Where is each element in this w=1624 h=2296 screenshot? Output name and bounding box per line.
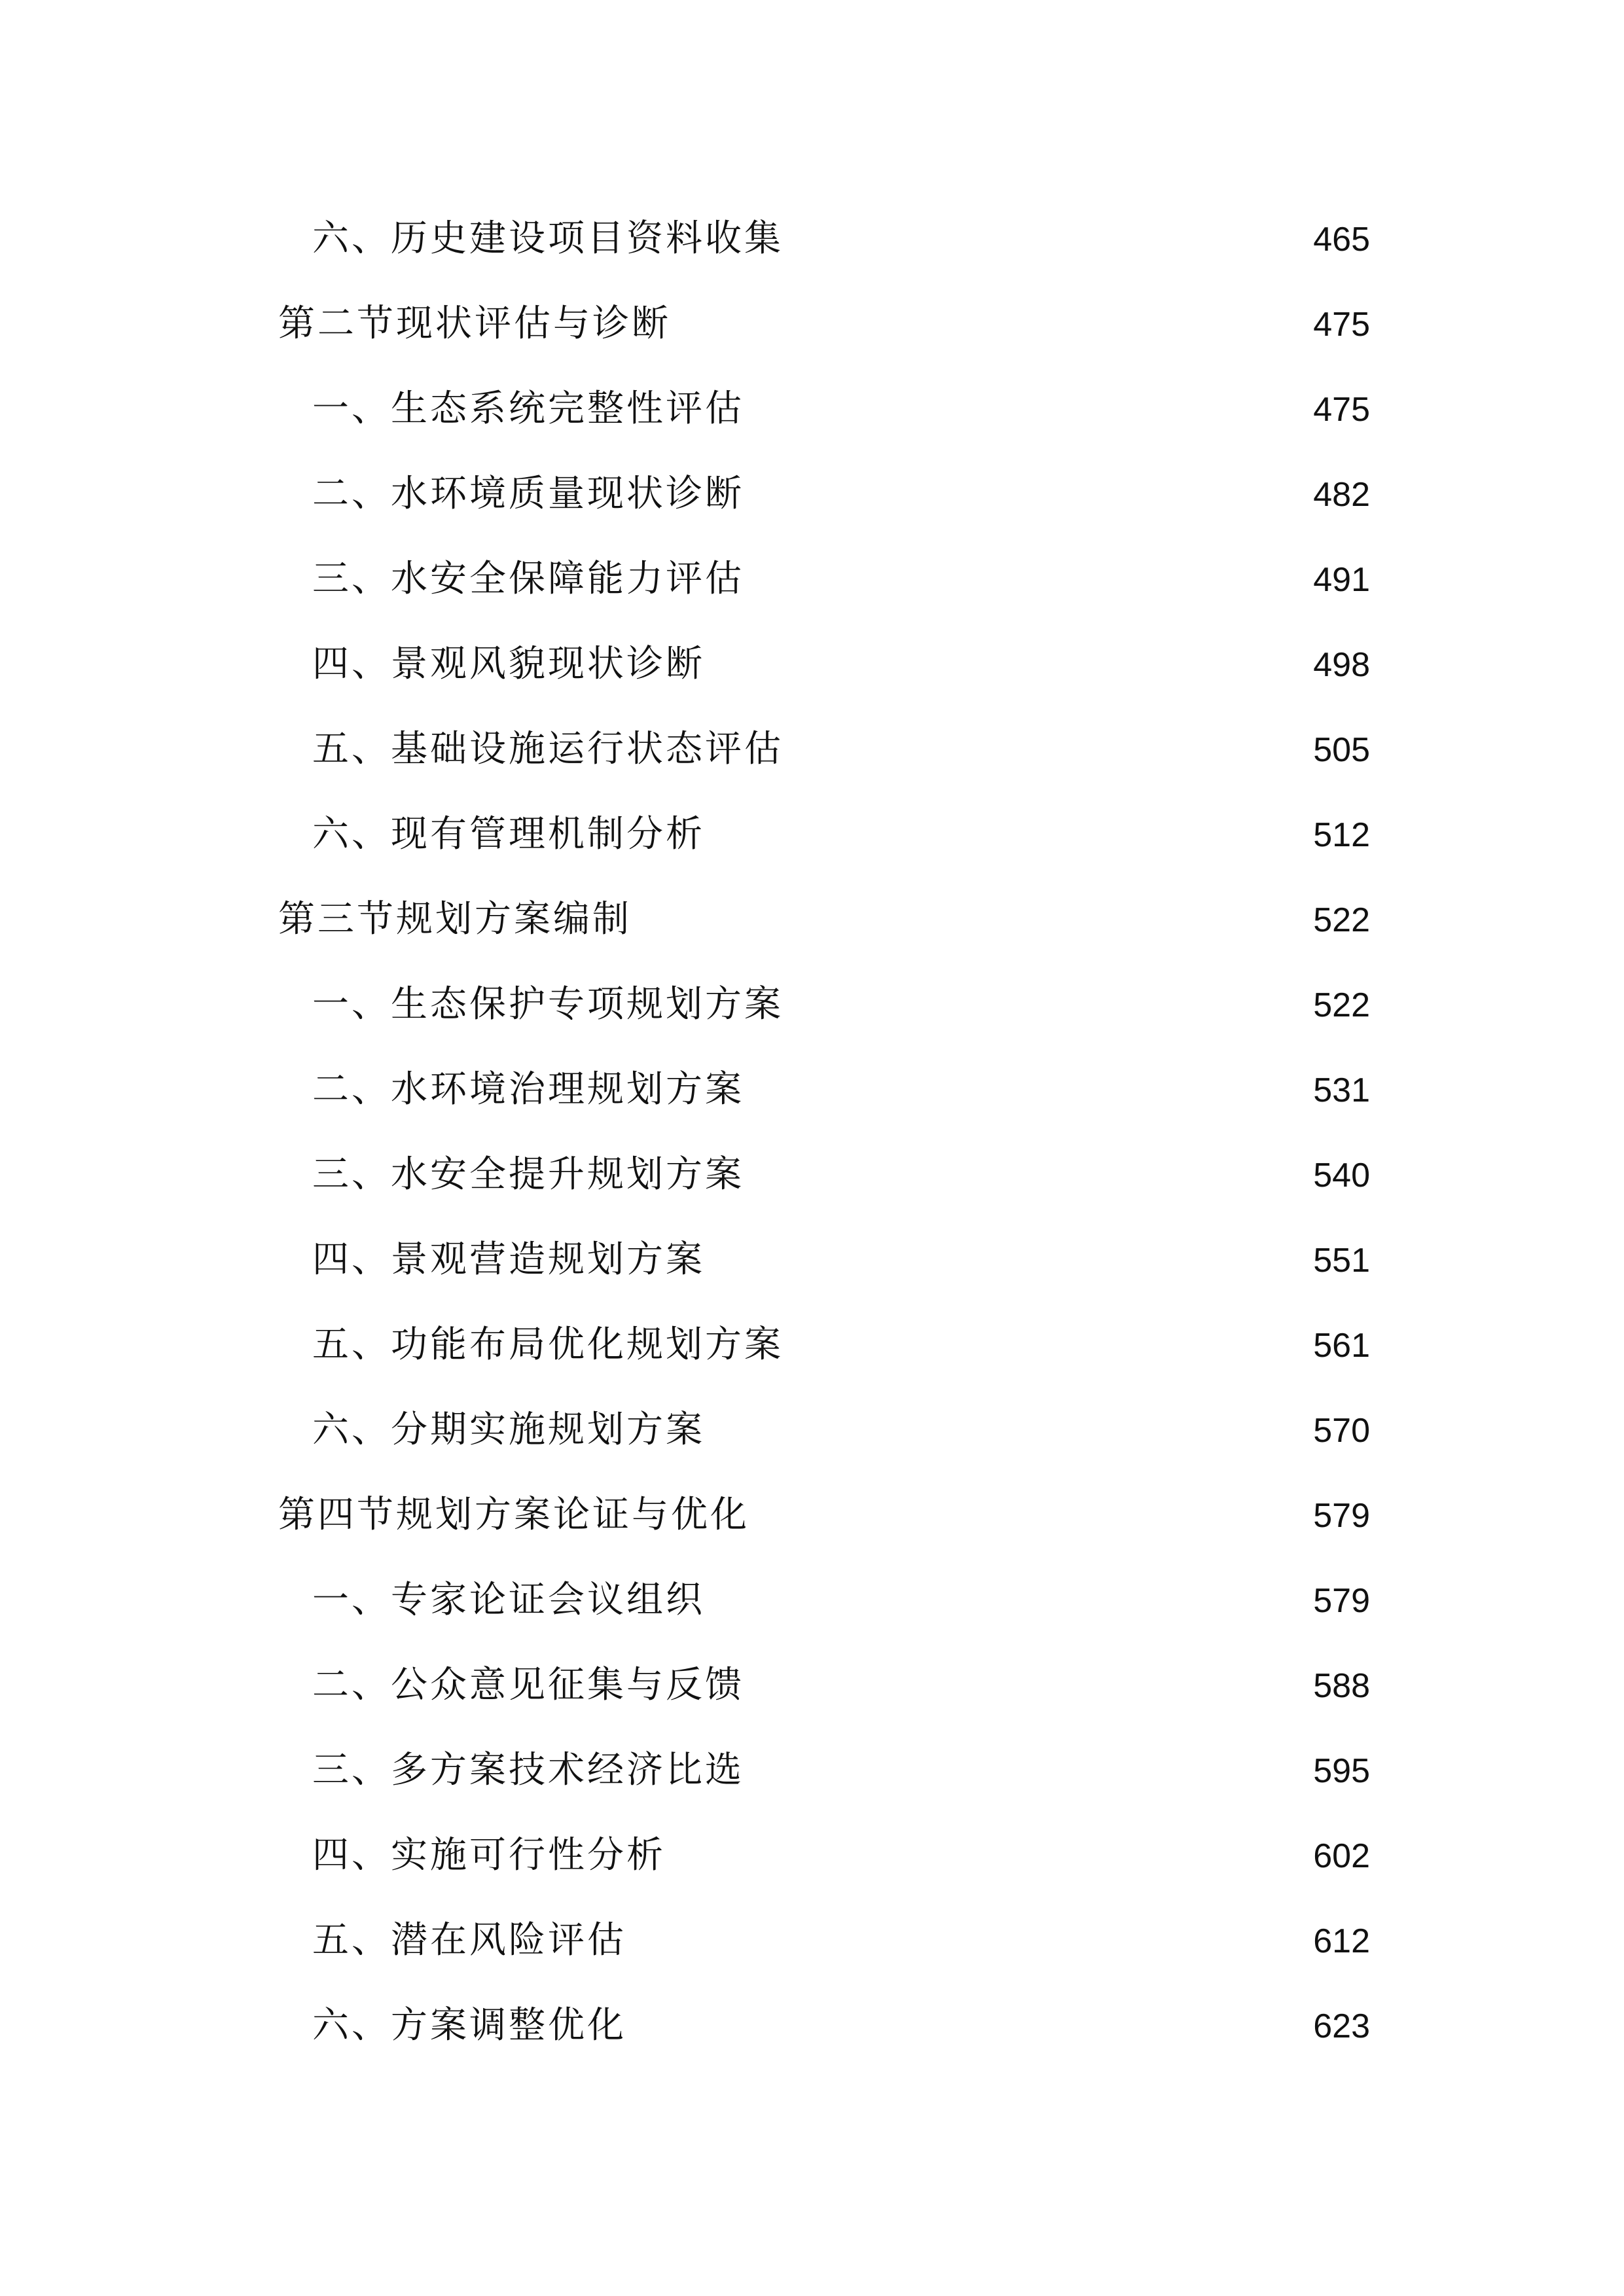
toc-entry-title: 四、实施可行性分析 bbox=[312, 1834, 666, 1876]
toc-entry[interactable] bbox=[278, 288, 1370, 373]
toc-entry[interactable] bbox=[278, 1054, 1370, 1139]
toc-entry-page: 465 bbox=[1313, 221, 1370, 259]
toc-entry-page: 498 bbox=[1313, 646, 1370, 684]
toc-entry[interactable] bbox=[278, 1820, 1370, 1905]
toc-entry-title: 六、分期实施规划方案 bbox=[312, 1408, 705, 1451]
toc-entry[interactable] bbox=[278, 1479, 1370, 1564]
toc-entry[interactable] bbox=[278, 458, 1370, 543]
toc-entry-page: 551 bbox=[1313, 1242, 1370, 1280]
toc-entry-title: 五、潜在风险评估 bbox=[312, 1919, 626, 1962]
toc-entry[interactable] bbox=[278, 1394, 1370, 1479]
toc-entry-page: 623 bbox=[1313, 2007, 1370, 2045]
toc-dot-leader bbox=[712, 821, 1303, 860]
toc-entry-page: 512 bbox=[1313, 816, 1370, 854]
toc-dot-leader bbox=[712, 1246, 1303, 1285]
toc-dot-leader bbox=[751, 1672, 1303, 1711]
toc-dot-leader bbox=[712, 1416, 1303, 1456]
toc-entry[interactable] bbox=[278, 884, 1370, 969]
toc-entry-title: 第四节规划方案论证与优化 bbox=[278, 1494, 749, 1536]
toc-entry-title: 六、现有管理机制分析 bbox=[312, 813, 705, 855]
toc-entry-page: 579 bbox=[1313, 1582, 1370, 1620]
toc-entry-title: 二、水环境质量现状诊断 bbox=[312, 473, 744, 515]
toc-dot-leader bbox=[751, 1757, 1303, 1796]
toc-entry[interactable] bbox=[278, 1990, 1370, 2075]
toc-dot-leader bbox=[677, 310, 1303, 350]
toc-entry-page: 570 bbox=[1313, 1412, 1370, 1450]
toc-entry-title: 一、生态保护专项规划方案 bbox=[312, 983, 784, 1026]
toc-dot-leader bbox=[633, 1927, 1303, 1966]
toc-entry-page: 579 bbox=[1313, 1497, 1370, 1535]
toc-entry[interactable] bbox=[278, 713, 1370, 798]
toc-entry-page: 540 bbox=[1313, 1157, 1370, 1194]
toc-entry-page: 522 bbox=[1313, 901, 1370, 939]
toc-dot-leader bbox=[790, 736, 1303, 775]
toc-entry-page: 602 bbox=[1313, 1837, 1370, 1875]
toc-entry-title: 三、水安全提升规划方案 bbox=[312, 1153, 744, 1196]
toc-entry-title: 六、历史建设项目资料收集 bbox=[312, 217, 784, 260]
toc-entry-page: 612 bbox=[1313, 1922, 1370, 1960]
toc-entry[interactable] bbox=[278, 543, 1370, 628]
toc-entry-title: 第二节现状评估与诊断 bbox=[278, 302, 671, 345]
toc-entry-page: 475 bbox=[1313, 306, 1370, 344]
toc-entry[interactable] bbox=[278, 628, 1370, 713]
toc-entry-page: 561 bbox=[1313, 1327, 1370, 1365]
toc-entry-title: 二、公众意见征集与反馈 bbox=[312, 1664, 744, 1706]
table-of-contents bbox=[278, 203, 1370, 2075]
toc-dot-leader bbox=[756, 1501, 1303, 1541]
toc-entry[interactable] bbox=[278, 1309, 1370, 1394]
toc-entry[interactable] bbox=[278, 969, 1370, 1054]
toc-entry-page: 491 bbox=[1313, 561, 1370, 599]
toc-entry-title: 一、专家论证会议组织 bbox=[312, 1579, 705, 1621]
toc-entry-page: 531 bbox=[1313, 1071, 1370, 1109]
toc-dot-leader bbox=[633, 2012, 1303, 2051]
toc-entry-title: 六、方案调整优化 bbox=[312, 2004, 626, 2047]
toc-dot-leader bbox=[790, 225, 1303, 264]
toc-dot-leader bbox=[751, 480, 1303, 520]
toc-dot-leader bbox=[751, 1161, 1303, 1200]
toc-entry-title: 第三节规划方案编制 bbox=[278, 898, 632, 941]
toc-dot-leader bbox=[751, 395, 1303, 435]
toc-entry-title: 四、景观营造规划方案 bbox=[312, 1238, 705, 1281]
toc-entry-page: 522 bbox=[1313, 986, 1370, 1024]
toc-entry[interactable] bbox=[278, 373, 1370, 458]
toc-entry[interactable] bbox=[278, 1564, 1370, 1649]
toc-entry-title: 三、多方案技术经济比选 bbox=[312, 1749, 744, 1791]
toc-dot-leader bbox=[672, 1842, 1303, 1881]
toc-entry[interactable] bbox=[278, 1224, 1370, 1309]
toc-dot-leader bbox=[712, 1587, 1303, 1626]
toc-entry-page: 595 bbox=[1313, 1752, 1370, 1790]
toc-dot-leader bbox=[638, 906, 1303, 945]
toc-entry-title: 五、基础设施运行状态评估 bbox=[312, 728, 784, 770]
toc-entry-title: 五、功能布局优化规划方案 bbox=[312, 1323, 784, 1366]
toc-entry[interactable] bbox=[278, 1139, 1370, 1224]
toc-entry-page: 482 bbox=[1313, 476, 1370, 514]
toc-entry[interactable] bbox=[278, 1734, 1370, 1820]
toc-entry-title: 三、水安全保障能力评估 bbox=[312, 558, 744, 600]
toc-entry-title: 一、生态系统完整性评估 bbox=[312, 387, 744, 430]
toc-dot-leader bbox=[790, 991, 1303, 1030]
toc-dot-leader bbox=[751, 565, 1303, 605]
toc-entry-title: 四、景观风貌现状诊断 bbox=[312, 643, 705, 685]
toc-entry-title: 二、水环境治理规划方案 bbox=[312, 1068, 744, 1111]
toc-entry[interactable] bbox=[278, 1649, 1370, 1734]
toc-entry[interactable] bbox=[278, 1905, 1370, 1990]
toc-entry[interactable] bbox=[278, 798, 1370, 884]
toc-entry-page: 505 bbox=[1313, 731, 1370, 769]
toc-entry-page: 588 bbox=[1313, 1667, 1370, 1705]
toc-dot-leader bbox=[712, 651, 1303, 690]
toc-dot-leader bbox=[751, 1076, 1303, 1115]
toc-entry[interactable] bbox=[278, 203, 1370, 288]
toc-entry-page: 475 bbox=[1313, 391, 1370, 429]
toc-dot-leader bbox=[790, 1331, 1303, 1371]
